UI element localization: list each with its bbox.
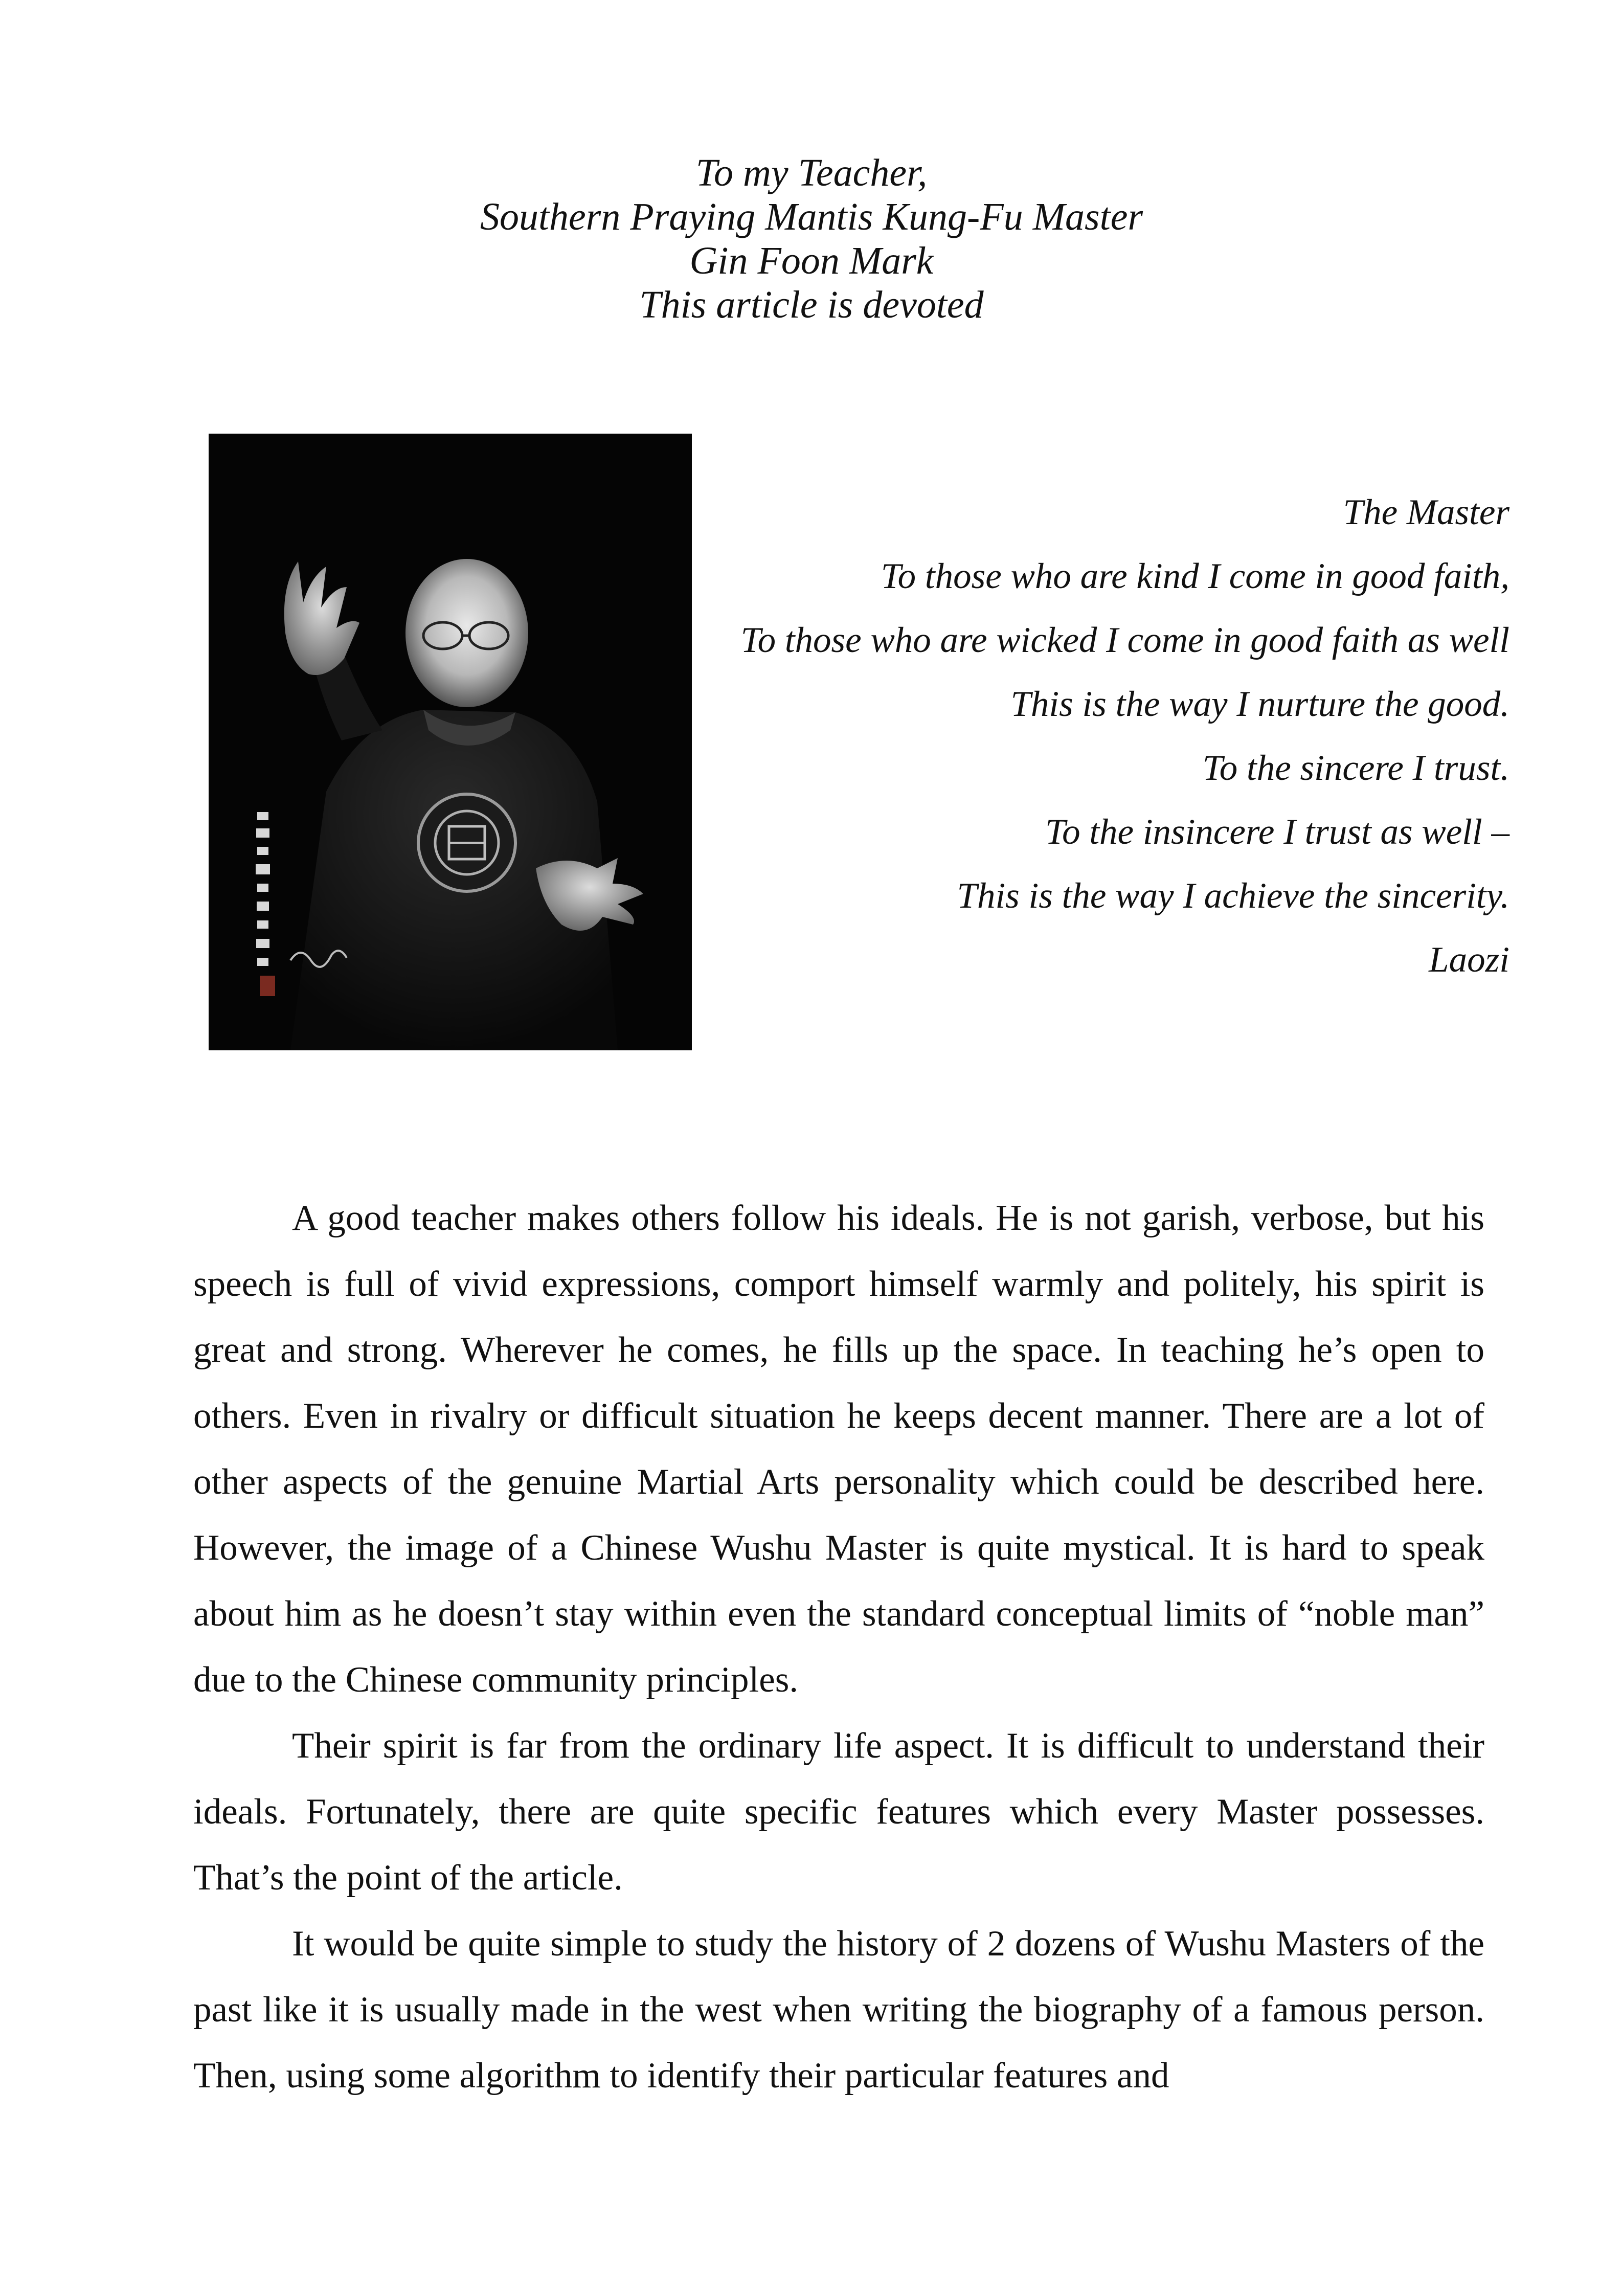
body-paragraph: A good teacher makes others follow his ideals. He is not garish, verbose, but his speech is full of vivid expressions, comport himself warmly and politely, his spirit is great and strong. Wherever he comes, he fills up the space. In teaching he’s open to others. Even in rivalry or difficult situation he keeps decent manner. There are a lot of other aspects of the genuine Martial Arts personality which could be described here. However, the image of a Chinese Wushu Master is quite mystical. It is hard to speak about him as he doesn’t stay within even the standard conceptual limits of “noble man” due to the Chinese community principles. xyxy=(193,1198,1484,1700)
poem-line: This is the way I nurture the good. xyxy=(1010,684,1509,724)
dedication-line: Gin Foon Mark xyxy=(689,239,934,282)
poem-line: To those who are wicked I come in good faith as well xyxy=(740,620,1509,660)
master-portrait-photo xyxy=(209,434,692,1050)
epigraph-poem xyxy=(691,481,1509,992)
poem-line: To those who are kind I come in good faith, xyxy=(881,556,1509,596)
article-body xyxy=(193,1185,1484,2109)
poem-title: The Master xyxy=(1343,492,1509,532)
poem-line: To the insincere I trust as well – xyxy=(1045,812,1509,852)
poem-line: This is the way I achieve the sincerity. xyxy=(957,876,1509,916)
body-paragraph: Their spirit is far from the ordinary life aspect. It is difficult to understand their ideals. Fortunately, there are quite specific features which every Master possesses. That’s the point of the article. xyxy=(193,1726,1484,1898)
dedication-block xyxy=(0,151,1623,327)
dedication-line: Southern Praying Mantis Kung-Fu Master xyxy=(480,195,1143,238)
portrait-illustration xyxy=(209,434,692,1050)
body-paragraph: It would be quite simple to study the history of 2 dozens of Wushu Masters of the past like it is usually made in the west when writing the biography of a famous person. Then, using some algorithm to identify their particular features and xyxy=(193,1924,1484,2096)
poem-line: To the sincere I trust. xyxy=(1202,748,1509,788)
dedication-line: This article is devoted xyxy=(639,283,984,326)
dedication-line: To my Teacher, xyxy=(695,151,928,194)
poem-author: Laozi xyxy=(1429,940,1509,980)
